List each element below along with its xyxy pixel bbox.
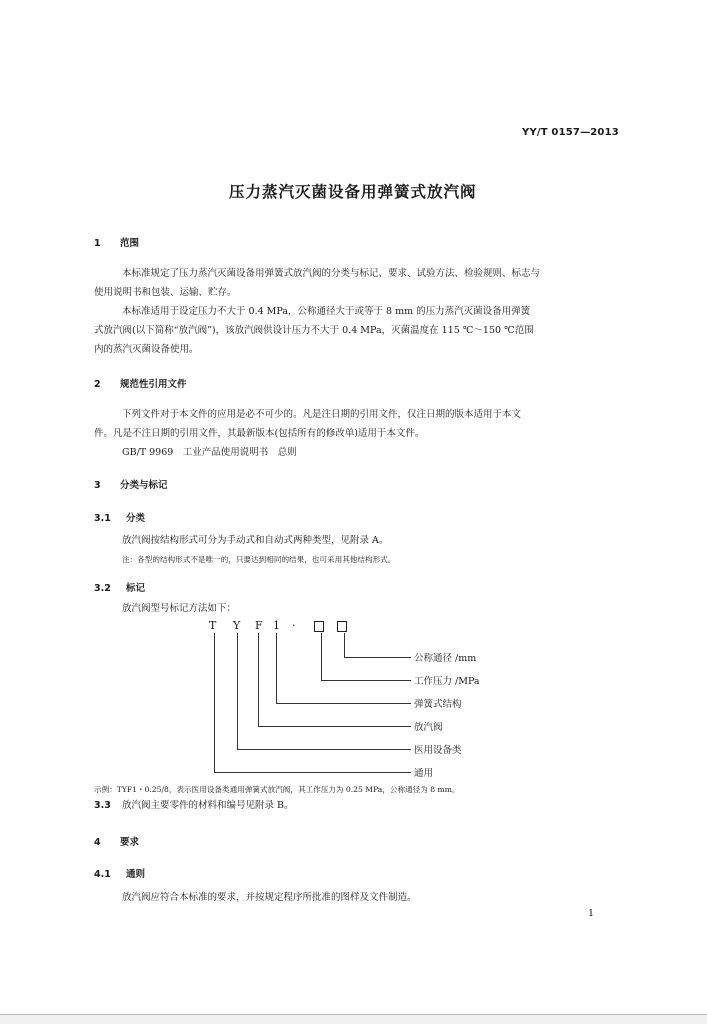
section-2-heading	[94, 376, 187, 390]
code-label: 放汽阀	[414, 722, 443, 733]
section-title: 分类与标记	[120, 480, 168, 491]
paragraph-line: 本标准规定了压力蒸汽灭菌设备用弹簧式放汽阀的分类与标记、要求、试验方法、检验规则、标志与	[122, 268, 541, 279]
leader-line	[276, 633, 277, 703]
code-label: 医用设备类	[414, 745, 462, 756]
code-letter: F	[255, 619, 263, 632]
code-letter: T	[209, 619, 217, 632]
paragraph-line: 件。凡是不注日期的引用文件，其最新版本(包括所有的修改单)适用于本文件。	[94, 428, 425, 439]
code-label: 通用	[414, 768, 434, 779]
code-letter: ·	[292, 619, 296, 632]
placeholder-box	[314, 621, 324, 632]
subsection-number: 4.1	[94, 869, 111, 880]
leader-line	[321, 680, 411, 681]
subsection-number: 3.2	[94, 583, 111, 594]
leader-line	[321, 633, 322, 680]
paragraph-line: 放汽阀按结构形式可分为手动式和自动式两种类型，见附录 A。	[122, 535, 389, 546]
paragraph-line: 使用说明书和包装、运输、贮存。	[94, 287, 237, 298]
page-number: 1	[588, 908, 595, 919]
leader-line	[344, 633, 345, 657]
subsection-4-1-heading	[94, 866, 145, 880]
code-letter: 1	[273, 619, 280, 632]
paragraph-line: 放汽阀应符合本标准的要求，并按规定程序所批准的图样及文件制造。	[122, 892, 417, 903]
code-letter: Y	[233, 619, 241, 632]
document-title: 压力蒸汽灭菌设备用弹簧式放汽阀	[229, 183, 477, 201]
leader-line	[214, 772, 411, 773]
section-4-heading	[94, 834, 139, 848]
section-3-heading	[94, 477, 168, 491]
subsection-number: 3.1	[94, 513, 111, 524]
section-title: 规范性引用文件	[120, 379, 187, 390]
placeholder-box	[337, 621, 347, 632]
subsection-title: 通则	[126, 869, 146, 880]
code-label: 公称通径 /mm	[414, 653, 477, 664]
leader-line	[237, 749, 411, 750]
section-title: 范围	[120, 238, 140, 249]
leader-line	[276, 703, 411, 704]
subsection-3-3	[94, 796, 294, 815]
leader-line	[258, 726, 411, 727]
code-label: 弹簧式结构	[414, 699, 462, 710]
paragraph-line: 式放汽阀(以下简称“放汽阀”)，该放汽阀供设计压力不大于 0.4 MPa，灭菌温度在 115 ℃～150 ℃范围	[94, 325, 534, 336]
subsection-3-1-heading	[94, 510, 145, 524]
section-number: 2	[94, 379, 101, 390]
standard-number: YY/T 0157—2013	[522, 127, 619, 138]
leader-line	[258, 633, 259, 726]
leader-line	[214, 633, 215, 772]
paragraph-line: 放汽阀型号标记方法如下：	[122, 603, 237, 614]
paragraph-line: 内的蒸汽灭菌设备使用。	[94, 344, 199, 355]
note: 注：各型的结构形式不是唯一的，只要达到相同的结果，也可采用其他结构形式。	[122, 555, 396, 564]
section-number: 1	[94, 238, 101, 249]
subsection-title: 标记	[126, 583, 146, 594]
viewer-bottom-strip	[0, 1015, 707, 1024]
paragraph-line: 下列文件对于本文件的应用是必不可少的。凡是注日期的引用文件，仅注日期的版本适用于本文	[122, 409, 522, 420]
subsection-3-2-heading	[94, 580, 145, 594]
section-1-heading	[94, 235, 139, 249]
leader-line	[237, 633, 238, 749]
code-label: 工作压力 /MPa	[414, 676, 480, 687]
paragraph-line: 本标准适用于设定压力不大于 0.4 MPa，公称通径大于或等于 8 mm 的压力蒸汽灭菌设备用弹簧	[122, 306, 531, 317]
section-title: 要求	[120, 837, 140, 848]
section-number: 4	[94, 837, 101, 848]
reference-entry: GB/T 9969 工业产品使用说明书 总则	[122, 447, 297, 458]
subsection-text: 放汽阀主要零件的材料和编号见附录 B。	[122, 800, 294, 811]
leader-line	[344, 657, 411, 658]
example-note: 示例：TYF1・0.25/8，表示医用设备类通用弹簧式放汽阀，其工作压力为 0.25 MPa，公称通径为 8 mm。	[94, 785, 460, 794]
section-number: 3	[94, 480, 101, 491]
subsection-number: 3.3	[94, 800, 111, 811]
subsection-title: 分类	[126, 513, 146, 524]
